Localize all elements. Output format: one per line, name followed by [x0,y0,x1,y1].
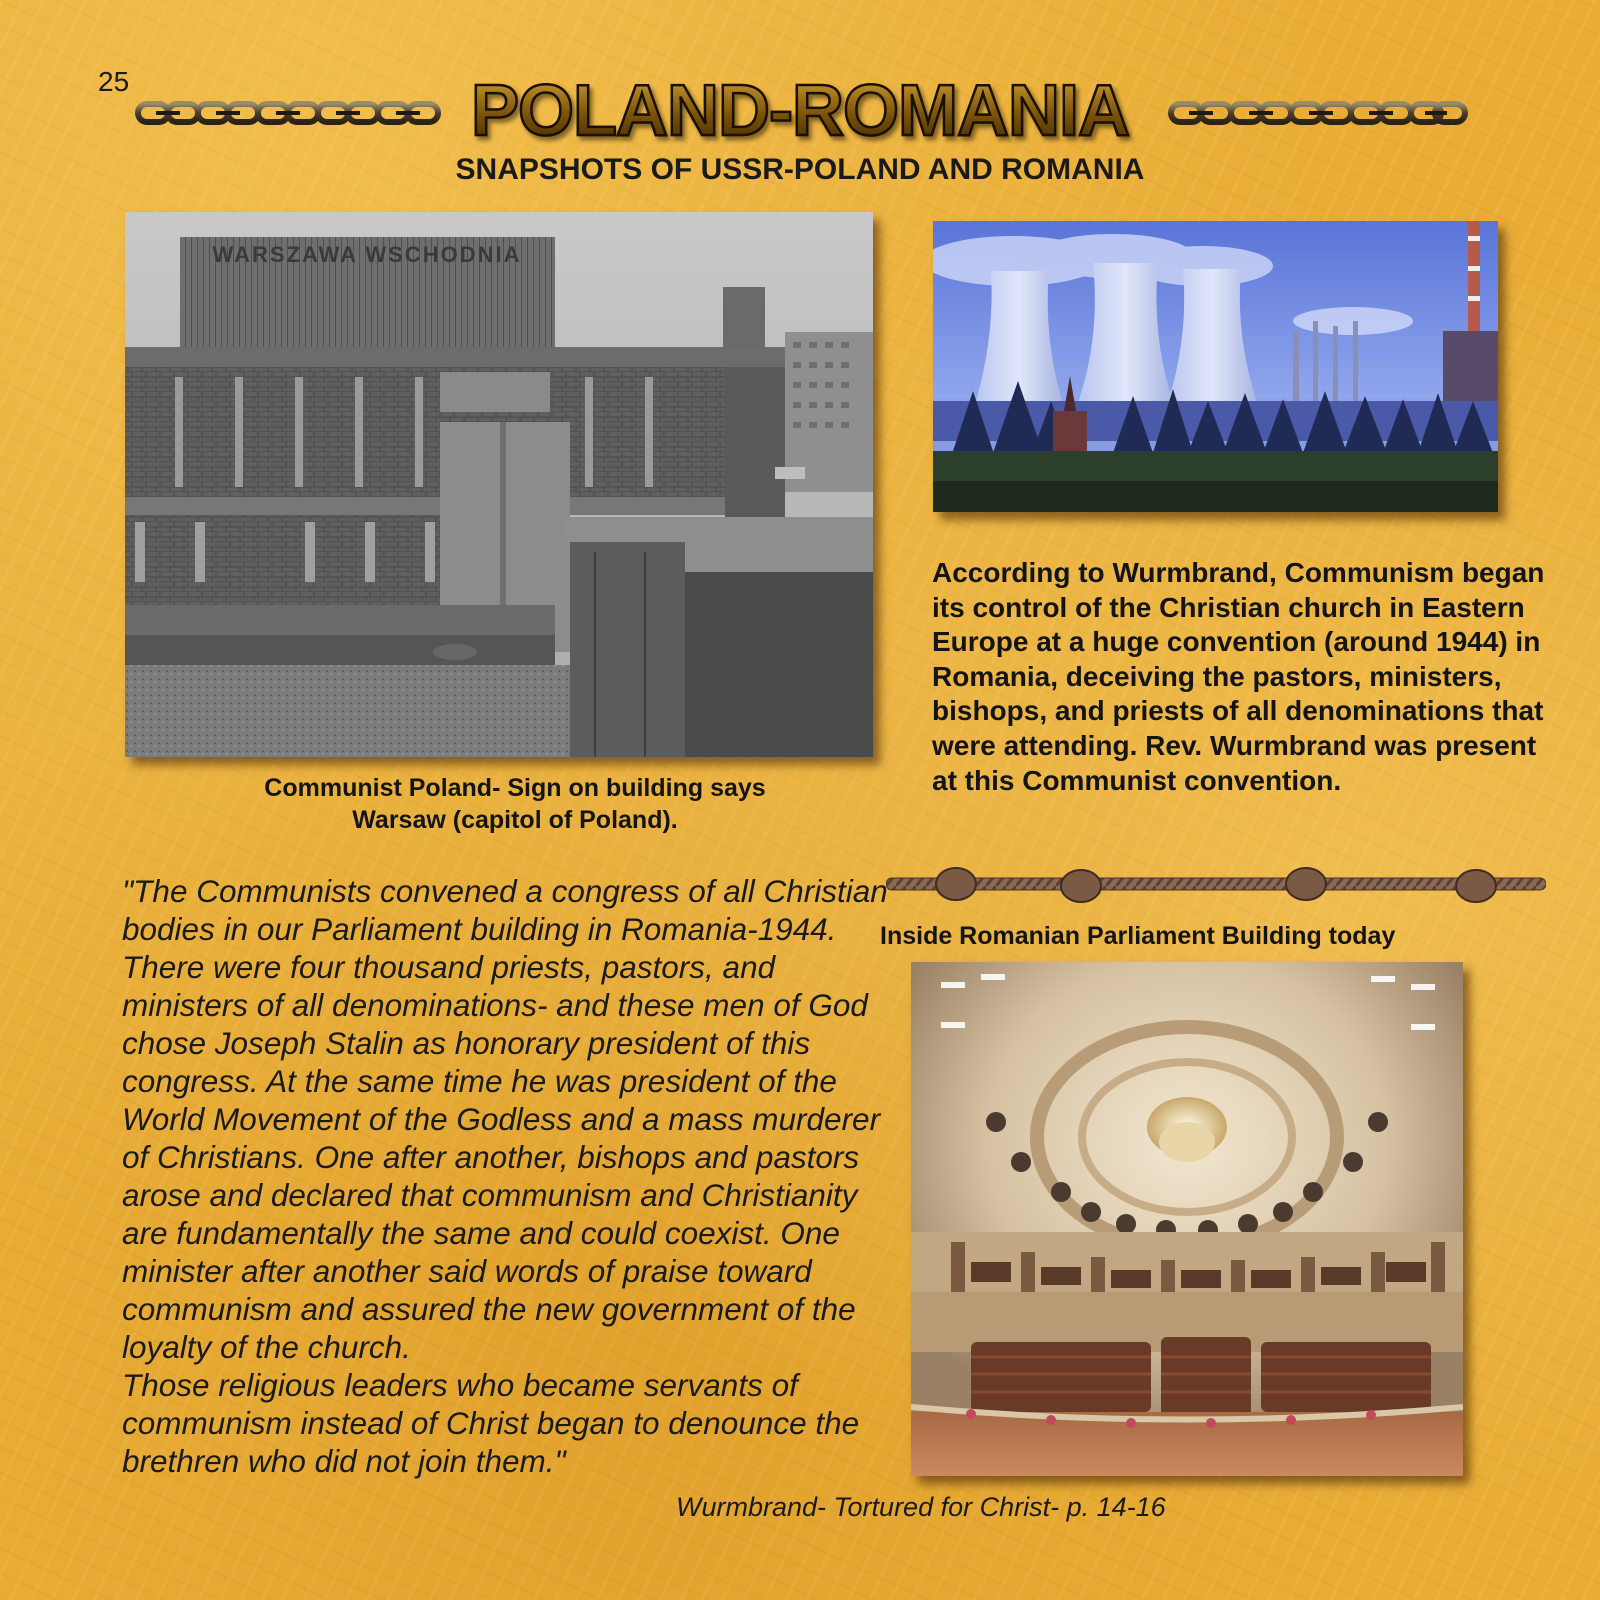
wurmbrand-quote [122,872,902,1480]
warsaw-photo-caption [180,772,850,836]
quote-attribution: Wurmbrand- Tortured for Christ- p. 14-16 [676,1492,1166,1522]
page-number: 25 [98,66,130,97]
rope-divider-decoration [886,862,1546,906]
page-subtitle: SNAPSHOTS OF USSR-POLAND AND ROMANIA [455,153,1145,186]
warsaw-station-photo [125,212,873,757]
convention-summary-text: According to Wurmbrand, Communism began its control of the Christian church in Eastern Europe at a huge convention (around 1944) in Romania, deceiving the pastors, ministers, bishops, and priests of all denominations that were attending. Rev. Wurmbrand was present at this Communist convention. [932,557,1545,796]
warsaw-sign-text: WARSZAWA WSCHODNIA [212,242,522,267]
quote-paragraph-1: "The Communists convened a congress of all Christian bodies in our Parliament building in Romania-1944. There were four thousand priests, pastors, and ministers of all denominations- and these men of God chose Joseph Stalin as honorary president of this congress. At the same time he was president of the World Movement of the Godless and a mass murderer of Christians. One after another, bishops and pastors arose and declared that communism and Christianity are fundamentally the same and could coexist. One minister after another said words of praise toward communism and assured the new government of the loyalty of the church. [122,873,888,1365]
warsaw-caption-line-1: Communist Poland- Sign on building says [264,774,766,802]
page-title: POLAND-ROMANIA [440,70,1160,152]
parliament-hall-photo [911,962,1463,1476]
warsaw-caption-line-2: Warsaw (capitol of Poland). [352,806,678,834]
power-plant-photo [933,221,1498,512]
quote-paragraph-2: Those religious leaders who became servants of communism instead of Christ began to denounce the brethren who did not join them." [122,1367,860,1479]
chain-right-decoration [1167,95,1469,131]
chain-left-decoration [134,95,444,131]
parliament-photo-caption: Inside Romanian Parliament Building today [880,922,1396,950]
